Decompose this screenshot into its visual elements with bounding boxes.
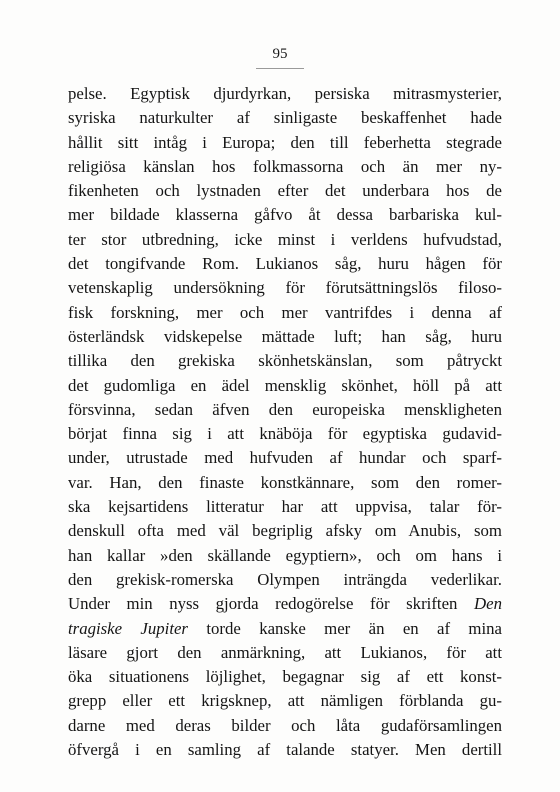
text-line: han kallar »den skällande egyptiern», och om hans i <box>68 545 502 565</box>
text-segment: Under min nyss gjorda redogörelse för skriften <box>68 594 458 614</box>
text-line <box>68 592 502 616</box>
text-line: denskull ofta med väl begriplig afsky om Anubis, som <box>68 521 502 541</box>
text-line: under, utrustade med hufvuden af hundar och sparf- <box>68 448 502 468</box>
text-line: syriska naturkulter af sinligaste beskaffenhet hade <box>68 108 502 128</box>
text-line: ter stor utbredning, icke minst i verldens hufvudstad, <box>68 229 502 249</box>
text-line: fisk forskning, mer och mer vantrifdes i denna af <box>68 302 502 322</box>
text-line: tillika den grekiska skönhetskänslan, som påtryckt <box>68 351 502 371</box>
text-line: det gudomliga en ädel mensklig skönhet, höll på att <box>68 375 502 395</box>
text-line: darne med deras bilder och låta gudaförsamlingen <box>68 715 502 735</box>
text-line: den grekisk-romerska Olympen inträngda vederlikar. <box>68 569 502 589</box>
page-number-rule <box>256 68 304 69</box>
text-line: öka situationens löjlighet, begagnar sig af ett konst- <box>68 667 502 687</box>
text-line: fikenheten och lystnaden efter det underbara hos de <box>68 181 502 201</box>
body-text <box>68 82 502 762</box>
text-line: öfvergå i en samling af talande statyer. Men dertill <box>68 740 502 760</box>
text-line: vetenskaplig undersökning för förutsättningslös filoso- <box>68 278 502 298</box>
text-line <box>68 617 502 641</box>
text-line: religiösa känslan hos folkmassorna och än mer ny- <box>68 156 502 176</box>
page-number: 95 <box>272 46 288 62</box>
text-segment: torde kanske mer än en af mina <box>206 618 502 638</box>
italic-title-segment: tragiske Jupiter <box>68 618 188 638</box>
text-line: det tongifvande Rom. Lukianos såg, huru hågen för <box>68 254 502 274</box>
text-line: försvinna, sedan äfven den europeiska menskligheten <box>68 399 502 419</box>
text-line: läsare gjort den anmärkning, att Lukianos, för att <box>68 642 502 662</box>
text-line: börjat finna sig i att knäböja för egyptiska gudavid- <box>68 424 502 444</box>
text-line: mer bildade klasserna gåfvo åt dessa barbariska kul- <box>68 205 502 225</box>
text-line: pelse. Egyptisk djurdyrkan, persiska mitrasmysterier, <box>68 84 502 103</box>
text-line: österländsk vidskepelse mättade luft; han såg, huru <box>68 326 502 346</box>
text-line: ska kejsartidens litteratur har att uppvisa, talar för- <box>68 497 502 517</box>
text-line: var. Han, den finaste konstkännare, som den romer- <box>68 472 502 492</box>
italic-title-segment: Den <box>474 594 502 614</box>
text-line: grepp eller ett krigsknep, att nämligen förblanda gu- <box>68 691 502 711</box>
text-line: hållit sitt intåg i Europa; den till feberhetta stegrade <box>68 132 502 152</box>
